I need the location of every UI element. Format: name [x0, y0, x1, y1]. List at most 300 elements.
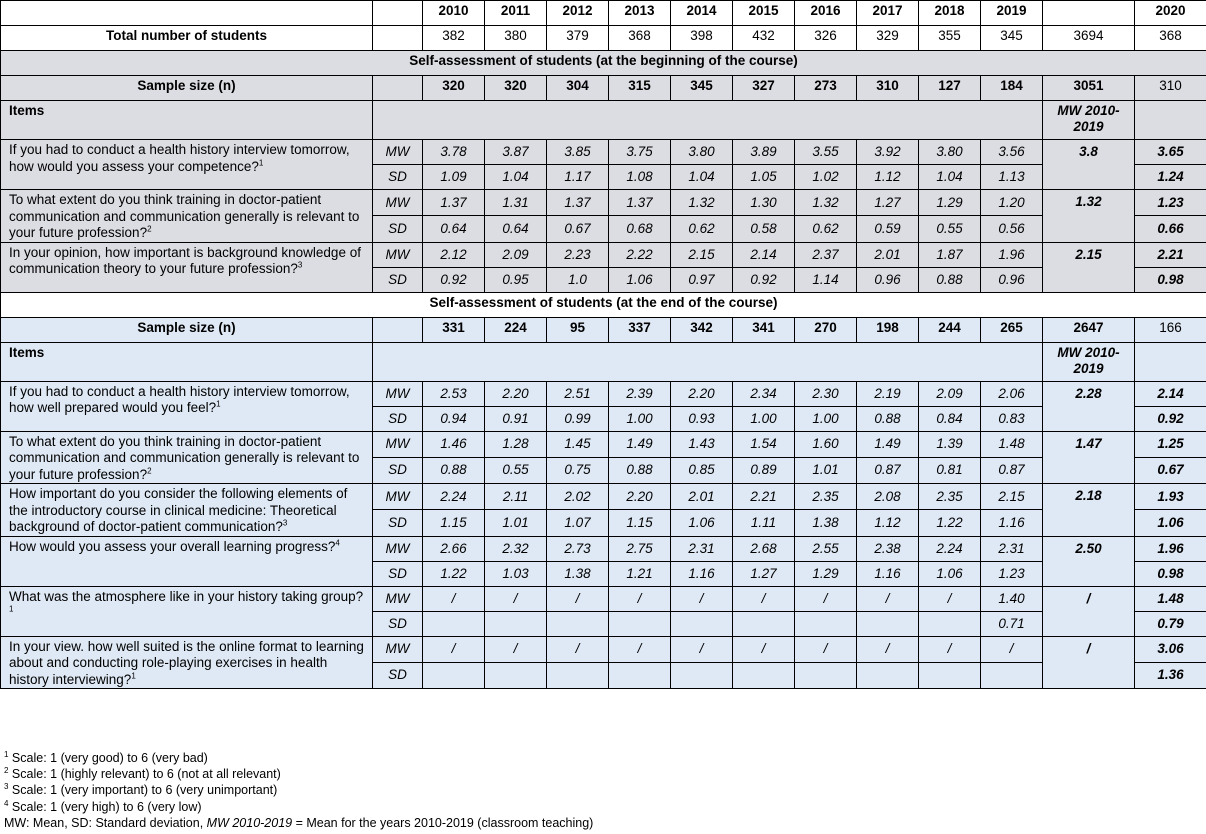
sample-size-value: 265 — [981, 317, 1043, 342]
mw-value: 2.32 — [485, 536, 547, 561]
footnote-marker: 1 — [9, 604, 14, 614]
footnote-marker: 2 — [147, 466, 152, 475]
sample-size-value: 337 — [609, 317, 671, 342]
footnote-marker: 1 — [258, 158, 264, 167]
sd-value — [981, 662, 1043, 688]
question-label: If you had to conduct a health history interview tomorrow, how well prepared would you feel? — [9, 383, 350, 415]
mw-value: 2.38 — [857, 536, 919, 561]
sd-label: SD — [373, 267, 423, 292]
mw-value: 2.73 — [547, 536, 609, 561]
mw-value: 2.20 — [671, 381, 733, 406]
mw-label: MW — [373, 536, 423, 561]
mw-value: 1.31 — [485, 190, 547, 216]
mw-value: 1.32 — [671, 190, 733, 216]
mw-value: 2.31 — [981, 536, 1043, 561]
footnote-line — [4, 750, 593, 766]
mw-value: 1.45 — [547, 431, 609, 457]
sample-size-value: 273 — [795, 76, 857, 101]
mw-value: 1.37 — [609, 190, 671, 216]
sd-value — [857, 662, 919, 688]
sd-value — [795, 662, 857, 688]
year-header: 2011 — [485, 1, 547, 26]
sd-value: 1.29 — [795, 561, 857, 586]
footnote-marker: 4 — [335, 538, 340, 547]
year-header: 2012 — [547, 1, 609, 26]
section-title: Self-assessment of students (at the beginning of the course) — [1, 51, 1206, 76]
sd-2020: 0.66 — [1135, 216, 1206, 242]
mw-value: 2.01 — [857, 242, 919, 267]
sd-value: 1.15 — [423, 510, 485, 536]
sample-size-value: 315 — [609, 76, 671, 101]
sd-label: SD — [373, 510, 423, 536]
sum-header-cell — [1043, 1, 1135, 26]
year-header: 2018 — [919, 1, 981, 26]
sample-size-2020: 310 — [1135, 76, 1206, 101]
sd-value: 0.87 — [981, 457, 1043, 483]
sd-2020: 0.98 — [1135, 267, 1206, 292]
mw-range-header: MW 2010-2019 — [1043, 101, 1135, 140]
footnote-text: Scale: 1 (very important) to 6 (very unimportant) — [8, 783, 278, 798]
mw-average: / — [1043, 636, 1135, 689]
total-value: 432 — [733, 26, 795, 51]
legend-line — [4, 815, 593, 831]
sd-value: 0.75 — [547, 457, 609, 483]
sample-size-value: 304 — [547, 76, 609, 101]
sd-value: 1.07 — [547, 510, 609, 536]
mw-value: 2.12 — [423, 242, 485, 267]
item-mw-row — [1, 484, 1206, 510]
sd-value: 1.27 — [733, 561, 795, 586]
sd-value: 0.64 — [423, 216, 485, 242]
question-text — [1, 636, 373, 689]
mw-value: 1.49 — [857, 431, 919, 457]
sample-size-value: 198 — [857, 317, 919, 342]
total-value: 345 — [981, 26, 1043, 51]
sd-value: 0.55 — [919, 216, 981, 242]
sd-value: 0.93 — [671, 406, 733, 431]
total-row — [1, 26, 1206, 51]
mw-value: / — [733, 636, 795, 662]
sd-value: 0.96 — [981, 267, 1043, 292]
mw-value: 2.35 — [919, 484, 981, 510]
sd-value: 1.00 — [609, 406, 671, 431]
sd-value: 1.06 — [609, 267, 671, 292]
mw-value: 1.27 — [857, 190, 919, 216]
sample-size-value: 244 — [919, 317, 981, 342]
mw-value: 1.29 — [919, 190, 981, 216]
mw-value: 2.68 — [733, 536, 795, 561]
total-value: 329 — [857, 26, 919, 51]
mw-2020: 2.21 — [1135, 242, 1206, 267]
mw-average: 3.8 — [1043, 140, 1135, 190]
mw-value: 2.66 — [423, 536, 485, 561]
question-text — [1, 586, 373, 636]
sample-size-value: 341 — [733, 317, 795, 342]
question-text — [1, 140, 373, 190]
question-text — [1, 431, 373, 484]
mw-average: 2.18 — [1043, 484, 1135, 537]
sample-size-value: 320 — [423, 76, 485, 101]
mw-value: 2.19 — [857, 381, 919, 406]
legend-em: MW 2010-2019 — [206, 815, 293, 830]
mw-value: 2.23 — [547, 242, 609, 267]
mw-value: / — [609, 586, 671, 611]
footnote-number: 4 — [4, 798, 9, 808]
mw-2020: 1.23 — [1135, 190, 1206, 216]
mw-value: 1.46 — [423, 431, 485, 457]
mw-2020: 3.65 — [1135, 140, 1206, 165]
total-value: 382 — [423, 26, 485, 51]
sd-value: 1.04 — [919, 165, 981, 190]
year-header: 2014 — [671, 1, 733, 26]
footnote-line — [4, 799, 593, 815]
mw-value: / — [609, 636, 671, 662]
sd-value: 0.88 — [919, 267, 981, 292]
mw-value: 2.24 — [423, 484, 485, 510]
mw-value: 2.15 — [671, 242, 733, 267]
mw-value: 1.32 — [795, 190, 857, 216]
sd-value: 1.13 — [981, 165, 1043, 190]
sd-value: 0.88 — [423, 457, 485, 483]
sd-value: 1.05 — [733, 165, 795, 190]
mw-value: 2.34 — [733, 381, 795, 406]
mw-value: 1.37 — [547, 190, 609, 216]
mw-value: 2.09 — [919, 381, 981, 406]
year-header: 2019 — [981, 1, 1043, 26]
year-header-row — [1, 1, 1206, 26]
year-header: 2015 — [733, 1, 795, 26]
sample-size-row — [1, 317, 1206, 342]
mw-value: 2.01 — [671, 484, 733, 510]
sd-value — [671, 611, 733, 636]
footnote-line — [4, 766, 593, 782]
question-label: How important do you consider the following elements of the introductory course in clinical medicine: Theoretical background of doctor-patient communication? — [9, 486, 348, 534]
total-value: 326 — [795, 26, 857, 51]
total-value: 379 — [547, 26, 609, 51]
mw-value: 1.96 — [981, 242, 1043, 267]
mw-value: 2.24 — [919, 536, 981, 561]
item-mw-row — [1, 431, 1206, 457]
mw-average: 1.32 — [1043, 190, 1135, 243]
legend-pre: MW: Mean, SD: Standard deviation, — [4, 815, 207, 830]
mw-value: 2.55 — [795, 536, 857, 561]
item-mw-row — [1, 190, 1206, 216]
item-mw-row — [1, 586, 1206, 611]
mw-label: MW — [373, 242, 423, 267]
question-label: What was the atmosphere like in your history taking group? — [9, 588, 364, 604]
mw-value: 2.14 — [733, 242, 795, 267]
label-col-cell — [373, 1, 423, 26]
mw-value: / — [485, 586, 547, 611]
mw-average: 1.47 — [1043, 431, 1135, 484]
sd-label: SD — [373, 165, 423, 190]
mw-value: 3.80 — [919, 140, 981, 165]
mw-value: / — [423, 586, 485, 611]
sd-value: 0.95 — [485, 267, 547, 292]
sd-value: 0.59 — [857, 216, 919, 242]
mw-value: 1.43 — [671, 431, 733, 457]
sd-value: 0.92 — [733, 267, 795, 292]
mw-value: 2.75 — [609, 536, 671, 561]
mw-range-header: MW 2010-2019 — [1043, 342, 1135, 381]
mw-value: 1.48 — [981, 431, 1043, 457]
sd-value: 1.12 — [857, 510, 919, 536]
mw-value: / — [485, 636, 547, 662]
sd-value — [609, 611, 671, 636]
mw-value: 1.49 — [609, 431, 671, 457]
sd-value: 1.21 — [609, 561, 671, 586]
sample-size-value: 310 — [857, 76, 919, 101]
sd-value: 1.38 — [547, 561, 609, 586]
sd-value: 0.87 — [857, 457, 919, 483]
mw-label: MW — [373, 190, 423, 216]
footnote-marker: 2 — [147, 224, 152, 234]
sd-value: 0.99 — [547, 406, 609, 431]
sd-value: 1.01 — [485, 510, 547, 536]
footnotes — [4, 750, 593, 831]
mw-value: / — [857, 636, 919, 662]
mw-value: / — [795, 586, 857, 611]
sd-label: SD — [373, 561, 423, 586]
question-label: In your view. how well suited is the online format to learning about and conducting role-playing exercises in health history interviewing? — [9, 638, 364, 687]
year-header: 2010 — [423, 1, 485, 26]
sd-value: 1.02 — [795, 165, 857, 190]
sd-value: 0.55 — [485, 457, 547, 483]
sd-value: 1.08 — [609, 165, 671, 190]
footnote-number: 2 — [4, 766, 9, 776]
sd-2020: 0.92 — [1135, 406, 1206, 431]
mw-value: 2.39 — [609, 381, 671, 406]
mw-value: 2.06 — [981, 381, 1043, 406]
mw-average: 2.28 — [1043, 381, 1135, 431]
sample-size-value: 95 — [547, 317, 609, 342]
sd-label: SD — [373, 611, 423, 636]
mw-value: 2.08 — [857, 484, 919, 510]
sample-size-value: 327 — [733, 76, 795, 101]
sd-value — [919, 611, 981, 636]
sd-value: 0.68 — [609, 216, 671, 242]
section-title: Self-assessment of students (at the end of the course) — [1, 292, 1206, 317]
items-2020-cell — [1135, 342, 1206, 381]
question-label: If you had to conduct a health history interview tomorrow, how would you assess your competence? — [9, 142, 350, 174]
items-span-cell — [373, 101, 1043, 140]
mw-value: 2.30 — [795, 381, 857, 406]
year-header-2020: 2020 — [1135, 1, 1206, 26]
total-value: 380 — [485, 26, 547, 51]
sd-value: 1.01 — [795, 457, 857, 483]
sd-value: 0.84 — [919, 406, 981, 431]
sd-2020: 1.24 — [1135, 165, 1206, 190]
sd-value — [547, 611, 609, 636]
mw-value: 3.78 — [423, 140, 485, 165]
sd-value: 0.85 — [671, 457, 733, 483]
mw-value: / — [547, 586, 609, 611]
sd-value: 1.09 — [423, 165, 485, 190]
sd-2020: 1.36 — [1135, 662, 1206, 688]
section-title-row — [1, 51, 1206, 76]
sd-value: 1.04 — [485, 165, 547, 190]
mw-label: MW — [373, 381, 423, 406]
mw-value: 2.02 — [547, 484, 609, 510]
item-mw-row — [1, 140, 1206, 165]
sd-value: 1.11 — [733, 510, 795, 536]
sample-size-value: 345 — [671, 76, 733, 101]
sd-value: 0.71 — [981, 611, 1043, 636]
sd-value: 1.06 — [919, 561, 981, 586]
sample-size-value: 342 — [671, 317, 733, 342]
sd-value: 0.64 — [485, 216, 547, 242]
label-col-cell — [373, 76, 423, 101]
footnote-marker: 1 — [131, 671, 136, 680]
sample-size-value: 184 — [981, 76, 1043, 101]
sample-size-value: 331 — [423, 317, 485, 342]
sd-2020: 0.98 — [1135, 561, 1206, 586]
sd-value: 1.23 — [981, 561, 1043, 586]
question-label: To what extent do you think training in doctor-patient communication and communication generally is relevant to your future profession? — [9, 433, 360, 482]
mw-2020: 1.96 — [1135, 536, 1206, 561]
mw-value: 3.55 — [795, 140, 857, 165]
mw-average: 2.15 — [1043, 242, 1135, 292]
sd-2020: 1.06 — [1135, 510, 1206, 536]
footnote-line — [4, 782, 593, 798]
items-span-cell — [373, 342, 1043, 381]
sample-size-2020: 166 — [1135, 317, 1206, 342]
mw-value: / — [671, 636, 733, 662]
sd-value: 1.15 — [609, 510, 671, 536]
items-header-row — [1, 101, 1206, 140]
mw-label: MW — [373, 586, 423, 611]
sample-size-sum: 3051 — [1043, 76, 1135, 101]
label-col-cell — [373, 317, 423, 342]
year-header: 2016 — [795, 1, 857, 26]
total-value: 398 — [671, 26, 733, 51]
sd-value: 1.17 — [547, 165, 609, 190]
question-label: How would you assess your overall learning progress? — [9, 538, 336, 554]
question-text — [1, 381, 373, 431]
year-header: 2013 — [609, 1, 671, 26]
mw-value: / — [857, 586, 919, 611]
sd-label: SD — [373, 457, 423, 483]
sd-2020: 0.67 — [1135, 457, 1206, 483]
sd-value — [919, 662, 981, 688]
mw-value: 2.21 — [733, 484, 795, 510]
sd-value — [733, 611, 795, 636]
sd-value: 1.03 — [485, 561, 547, 586]
sd-value: 0.88 — [609, 457, 671, 483]
footnote-number: 3 — [4, 782, 9, 792]
mw-average: 2.50 — [1043, 536, 1135, 586]
item-mw-row — [1, 536, 1206, 561]
mw-label: MW — [373, 636, 423, 662]
total-sum: 3694 — [1043, 26, 1135, 51]
mw-value: 1.40 — [981, 586, 1043, 611]
sample-size-value: 270 — [795, 317, 857, 342]
mw-value: 2.22 — [609, 242, 671, 267]
mw-value: 3.80 — [671, 140, 733, 165]
sd-value: 1.06 — [671, 510, 733, 536]
sd-value: 0.67 — [547, 216, 609, 242]
mw-label: MW — [373, 140, 423, 165]
footnote-marker: 3 — [297, 260, 303, 270]
mw-value: 1.28 — [485, 431, 547, 457]
mw-value: 2.15 — [981, 484, 1043, 510]
mw-value: / — [423, 636, 485, 662]
sd-value: 0.62 — [795, 216, 857, 242]
sd-value: 0.96 — [857, 267, 919, 292]
sd-value: 0.97 — [671, 267, 733, 292]
sd-value: 0.89 — [733, 457, 795, 483]
sample-size-value: 320 — [485, 76, 547, 101]
sd-label: SD — [373, 662, 423, 688]
question-text — [1, 536, 373, 586]
mw-2020: 2.14 — [1135, 381, 1206, 406]
sample-size-value: 127 — [919, 76, 981, 101]
sd-value: 0.92 — [423, 267, 485, 292]
section-title-row — [1, 292, 1206, 317]
sample-size-sum: 2647 — [1043, 317, 1135, 342]
label-col-cell — [373, 26, 423, 51]
sd-value: 1.14 — [795, 267, 857, 292]
total-2020: 368 — [1135, 26, 1206, 51]
question-label: To what extent do you think training in doctor-patient communication and communication generally is relevant to your future profession? — [9, 192, 360, 240]
sd-value: 1.0 — [547, 267, 609, 292]
footnote-text: Scale: 1 (very high) to 6 (very low) — [8, 799, 202, 814]
mw-value: / — [671, 586, 733, 611]
sd-2020: 0.79 — [1135, 611, 1206, 636]
sd-value — [609, 662, 671, 688]
sd-value — [733, 662, 795, 688]
sd-value: 0.58 — [733, 216, 795, 242]
sample-size-value: 224 — [485, 317, 547, 342]
sample-size-row — [1, 76, 1206, 101]
sd-value — [423, 611, 485, 636]
sd-value — [857, 611, 919, 636]
sd-value: 0.94 — [423, 406, 485, 431]
mw-value: 3.87 — [485, 140, 547, 165]
sd-value — [485, 662, 547, 688]
sd-value: 1.22 — [423, 561, 485, 586]
mw-value: / — [919, 636, 981, 662]
mw-value: 2.35 — [795, 484, 857, 510]
mw-value: 3.56 — [981, 140, 1043, 165]
sd-value: 1.16 — [671, 561, 733, 586]
mw-value: 1.20 — [981, 190, 1043, 216]
total-label: Total number of students — [1, 26, 373, 51]
corner-cell — [1, 1, 373, 26]
mw-value: 2.31 — [671, 536, 733, 561]
mw-value: / — [795, 636, 857, 662]
mw-value: 2.20 — [609, 484, 671, 510]
question-text — [1, 484, 373, 537]
items-header-row — [1, 342, 1206, 381]
sd-value: 0.88 — [857, 406, 919, 431]
mw-value: / — [733, 586, 795, 611]
mw-value: 1.39 — [919, 431, 981, 457]
mw-value: 1.60 — [795, 431, 857, 457]
mw-2020: 1.93 — [1135, 484, 1206, 510]
mw-2020: 1.25 — [1135, 431, 1206, 457]
mw-2020: 1.48 — [1135, 586, 1206, 611]
sd-value: 1.16 — [857, 561, 919, 586]
question-text — [1, 190, 373, 243]
footnote-marker: 1 — [216, 399, 221, 409]
mw-value: 2.11 — [485, 484, 547, 510]
mw-value: 2.09 — [485, 242, 547, 267]
mw-value: 2.53 — [423, 381, 485, 406]
sample-size-label: Sample size (n) — [1, 317, 373, 342]
mw-value: / — [547, 636, 609, 662]
mw-value: 2.20 — [485, 381, 547, 406]
